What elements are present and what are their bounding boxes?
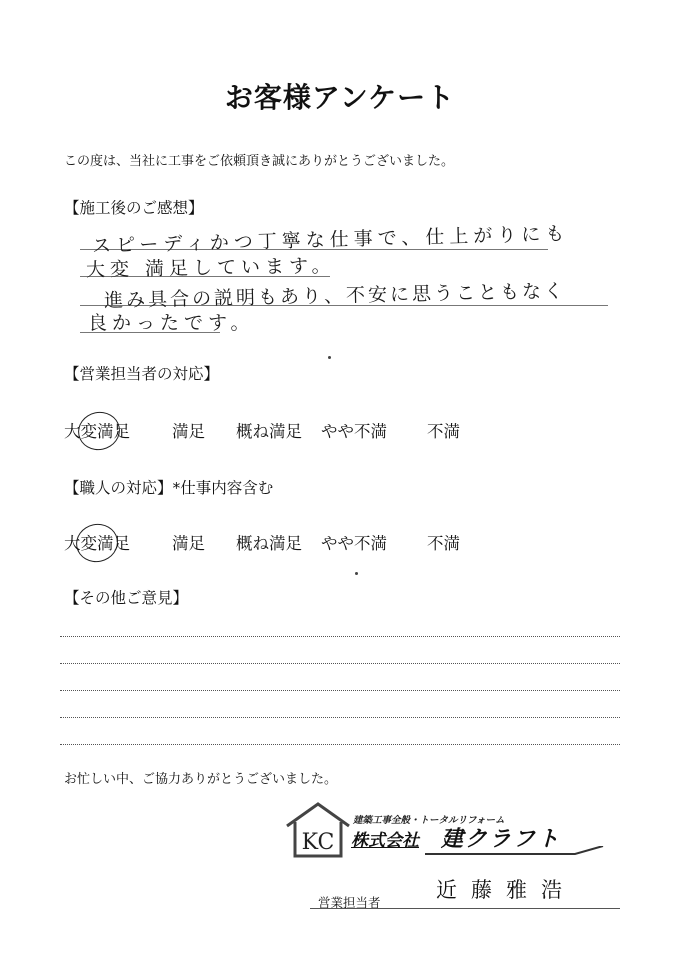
handwritten-line: スピーディかつ丁寧な仕事で、仕上がりにも — [91, 222, 570, 258]
craftsman-response-heading: 【職人の対応】*仕事内容含む — [64, 479, 274, 497]
company-tagline: 建築工事全般・トータルリフォーム — [353, 815, 505, 826]
rating-option-mostly-satisfied[interactable]: 概ね満足 — [236, 534, 302, 553]
logo-mark-text: KC — [301, 830, 335, 855]
rating-option-very-satisfied[interactable]: 大変満足 — [64, 422, 130, 441]
company-logo — [285, 800, 605, 862]
scan-speck — [355, 572, 358, 575]
handwritten-line: 大変 満足しています。 — [85, 254, 336, 282]
craftsman-rating-group — [64, 530, 524, 562]
logo-swoosh-icon — [425, 846, 605, 856]
intro-text: この度は、当社に工事をご依頼頂き誠にありがとうございました。 — [64, 154, 455, 169]
rating-option-satisfied[interactable]: 満足 — [172, 422, 205, 441]
company-name-prefix: 株式会社 — [351, 831, 419, 851]
handwritten-line: 良かったです。 — [88, 312, 255, 334]
signature-name: 近藤雅浩 — [436, 878, 576, 902]
handwritten-line: 進み具合の説明もあり、不安に思うこともなく — [103, 280, 567, 312]
rating-option-dissatisfied[interactable]: 不満 — [427, 534, 460, 553]
rating-option-somewhat-dissatisfied[interactable]: やや不満 — [321, 534, 387, 553]
signature-line — [310, 908, 620, 909]
rating-option-satisfied[interactable]: 満足 — [172, 534, 205, 553]
dotted-writing-line[interactable] — [60, 636, 620, 637]
dotted-writing-line[interactable] — [60, 663, 620, 664]
sales-response-heading: 【営業担当者の対応】 — [64, 365, 220, 383]
page-title: お客様アンケート — [224, 81, 456, 114]
other-opinions-heading: 【その他ご意見】 — [64, 589, 189, 607]
rating-option-dissatisfied[interactable]: 不満 — [427, 422, 460, 441]
dotted-writing-line[interactable] — [60, 690, 620, 691]
dotted-writing-line[interactable] — [60, 717, 620, 718]
sales-rating-group — [64, 418, 524, 450]
signature-label: 営業担当者 — [318, 895, 381, 910]
closing-text: お忙しい中、ご協力ありがとうございました。 — [64, 772, 338, 787]
rating-option-very-satisfied[interactable]: 大変満足 — [64, 534, 130, 553]
company-name: 建クラフト — [441, 827, 562, 852]
rating-option-somewhat-dissatisfied[interactable]: やや不満 — [321, 422, 387, 441]
impressions-heading: 【施工後のご感想】 — [64, 199, 204, 217]
scan-speck — [328, 356, 331, 359]
rating-option-mostly-satisfied[interactable]: 概ね満足 — [236, 422, 302, 441]
dotted-writing-line[interactable] — [60, 744, 620, 745]
